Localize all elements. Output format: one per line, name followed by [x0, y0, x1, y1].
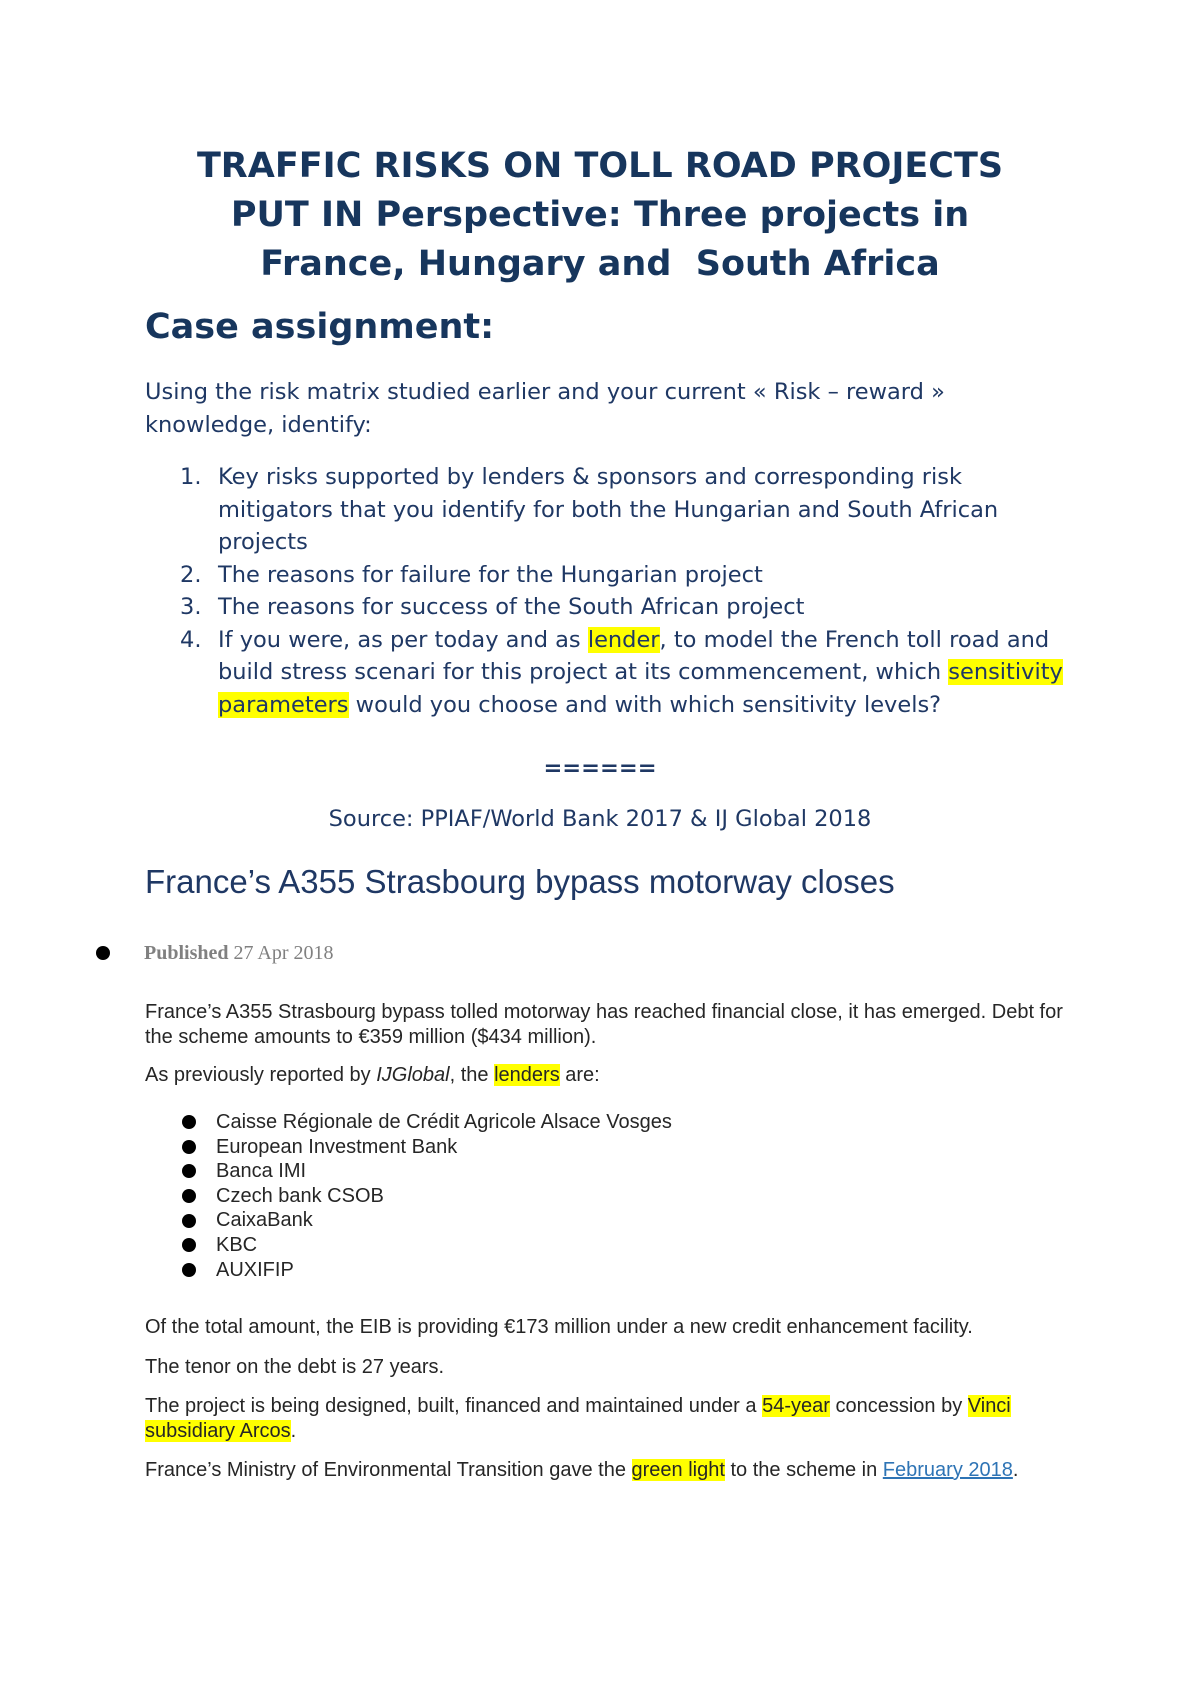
lenders-list [182, 1110, 672, 1282]
article-paragraph-2 [145, 1063, 1085, 1088]
paragraph-text: France’s Ministry of Environmental Transition gave the [145, 1459, 632, 1481]
paragraph-text: to the scheme in [724, 1459, 883, 1481]
question-text-part: , to model the French toll road and build stress scenari for this project at its commencement, which [218, 626, 1050, 685]
article-paragraph-4: The tenor on the debt is 27 years. [145, 1356, 445, 1378]
case-heading: Case assignment: [145, 307, 495, 347]
lender-name: Banca IMI [216, 1160, 307, 1183]
article-paragraph-1: France’s A355 Strasbourg bypass tolled motorway has reached financial close, it has emerged. Debt for the scheme amounts to €359 million ($434 million). [145, 1001, 1063, 1048]
list-item [182, 1110, 672, 1135]
bullet-icon [182, 1115, 196, 1129]
published-date: 27 Apr 2018 [233, 941, 334, 964]
published-text [144, 942, 333, 965]
document-title [100, 142, 1100, 289]
lender-name: Caisse Régionale de Crédit Agricole Alsace Vosges [216, 1111, 672, 1133]
bullet-icon [182, 1140, 196, 1154]
question-text: The reasons for success of the South African project [218, 594, 805, 620]
question-item-2 [145, 559, 1080, 592]
article-paragraph-5 [145, 1394, 1085, 1443]
paragraph-text: . [1012, 1459, 1019, 1481]
paragraph-text: As previously reported by [145, 1064, 377, 1086]
article-title: France’s A355 Strasbourg bypass motorway closes [145, 863, 895, 900]
question-text-part: If you were, as per today and as [218, 626, 588, 653]
list-item [182, 1208, 672, 1233]
title-line-1: TRAFFIC RISKS ON TOLL ROAD PROJECTS [196, 146, 1004, 186]
highlight-sensitivity-parameters: sensitivity parameters [218, 659, 1063, 718]
source-line: Source: PPIAF/World Bank 2017 & IJ Global 2018 [328, 806, 872, 832]
question-number: 4. [180, 626, 202, 653]
published-label: Published [144, 941, 229, 964]
question-text: The reasons for failure for the Hungarian project [218, 561, 763, 588]
bullet-icon [182, 1263, 196, 1277]
article-paragraph-6 [145, 1458, 1085, 1483]
question-text: Key risks supported by lenders & sponsors and corresponding risk mitigators that you identify for both the Hungarian and South African projects [218, 464, 999, 555]
question-item-3 [145, 591, 1080, 624]
question-text-part: would you choose and with which sensitivity levels? [348, 691, 942, 718]
intro-paragraph: Using the risk matrix studied earlier and your current « Risk – reward » knowledge, identify: [145, 379, 945, 438]
paragraph-text: . [290, 1419, 297, 1442]
paragraph-text: are: [559, 1064, 600, 1086]
bullet-icon [96, 946, 110, 960]
list-item [182, 1184, 672, 1209]
paragraph-text: , the [449, 1064, 495, 1086]
highlight-lenders: lenders [494, 1064, 560, 1086]
highlight-green-light: green light [631, 1459, 725, 1481]
paragraph-text: concession by [829, 1395, 968, 1417]
bullet-icon [182, 1164, 196, 1178]
highlight-54-year: 54-year [762, 1395, 830, 1417]
published-line [96, 937, 333, 969]
list-item [182, 1233, 672, 1258]
title-line-3: France, Hungary and South Africa [260, 244, 940, 284]
bullet-icon [182, 1214, 196, 1228]
lender-name: AUXIFIP [216, 1258, 294, 1281]
question-number: 1. [180, 464, 202, 490]
lender-name: Czech bank CSOB [216, 1184, 384, 1207]
lender-name: KBC [216, 1233, 258, 1256]
february-2018-link[interactable]: February 2018 [882, 1459, 1013, 1481]
bullet-icon [182, 1238, 196, 1252]
question-number: 3. [180, 594, 202, 620]
question-item-1 [145, 461, 1080, 559]
list-item [182, 1135, 672, 1160]
separator-line: ====== [543, 755, 657, 781]
lender-name: European Investment Bank [216, 1135, 458, 1158]
bullet-icon [182, 1189, 196, 1203]
highlight-lender: lender [587, 626, 660, 653]
paragraph-text: The project is being designed, built, financed and maintained under a [145, 1395, 763, 1417]
title-line-2: PUT IN Perspective: Three projects in [230, 195, 970, 235]
lender-name: CaixaBank [216, 1209, 313, 1232]
ijglobal-italic: IJGlobal [376, 1064, 450, 1086]
question-item-4 [145, 624, 1080, 722]
list-item [182, 1159, 672, 1184]
list-item [182, 1258, 672, 1283]
article-paragraph-3: Of the total amount, the EIB is providing €173 million under a new credit enhancement facility. [145, 1316, 973, 1338]
question-number: 2. [180, 561, 202, 588]
question-list [145, 461, 1080, 721]
highlight-vinci-arcos: Vinci subsidiary Arcos [145, 1395, 1011, 1442]
